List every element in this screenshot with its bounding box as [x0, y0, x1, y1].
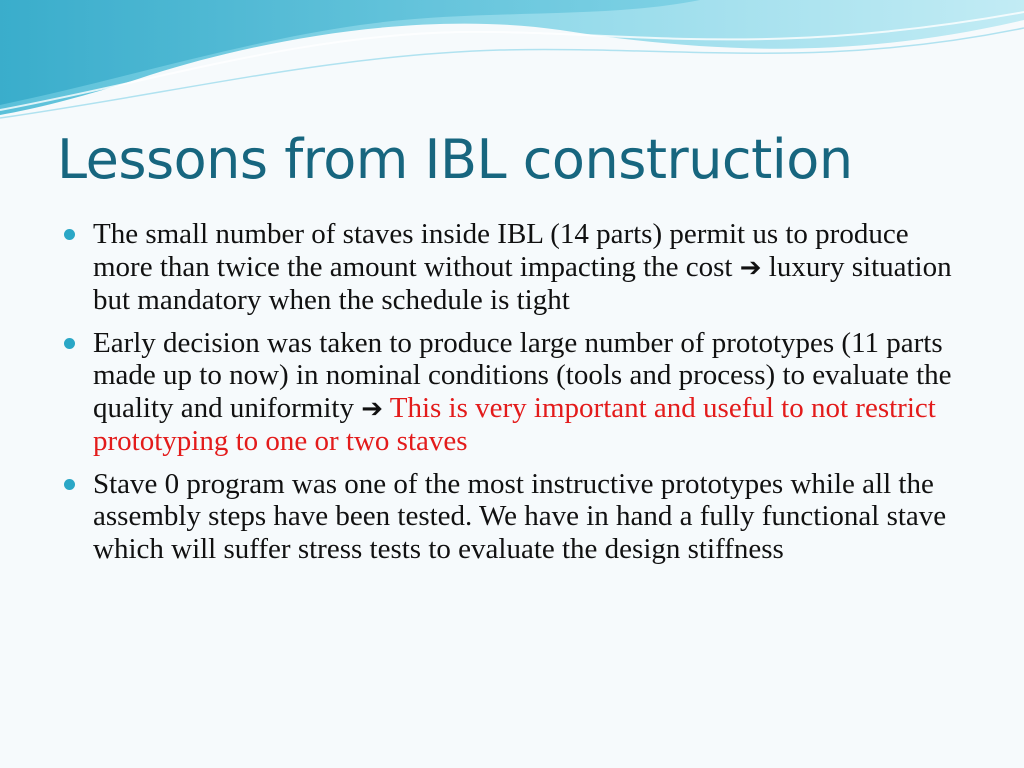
bullet-dot-icon [64, 338, 75, 349]
bullet-highlight-text: This is very important and useful to not restrict prototyping to one or two staves [93, 391, 936, 457]
arrow-right-icon: ➔ [739, 252, 762, 283]
bullet-list [62, 218, 972, 575]
header-wave-decoration [0, 0, 1024, 130]
bullet-item [62, 327, 972, 458]
bullet-text-after-arrow: luxury situation but mandatory when the schedule is tight [93, 250, 952, 316]
bullet-item [62, 218, 972, 317]
bullet-dot-icon [64, 229, 75, 240]
bullet-text: The small number of staves inside IBL (14 parts) permit us to produce more than twice the amount without impacting the cost [93, 218, 909, 283]
bullet-dot-icon [64, 479, 75, 490]
bullet-item [62, 468, 972, 566]
bullet-text: Stave 0 program was one of the most instructive prototypes while all the assembly steps have been tested. We have in hand a fully functional stave which will suffer stress tests to evaluate the design stiffness [93, 467, 947, 565]
bullet-text: Early decision was taken to produce large number of prototypes (11 parts made up to now) in nominal conditions (tools and process) to evaluate the quality and uniformity [93, 326, 952, 424]
arrow-right-icon: ➔ [361, 393, 384, 424]
slide-title: Lessons from IBL construction [57, 128, 853, 191]
